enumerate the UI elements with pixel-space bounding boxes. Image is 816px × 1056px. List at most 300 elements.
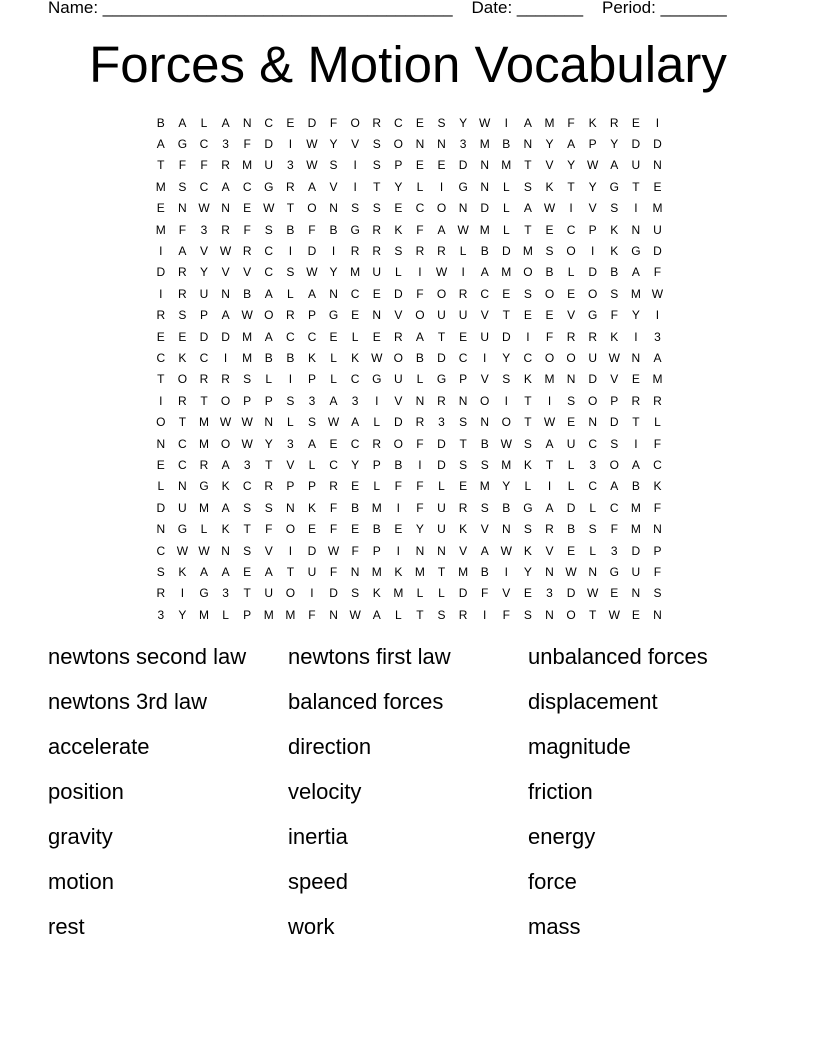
grid-letter[interactable]: A xyxy=(221,115,230,130)
grid-letter[interactable]: U xyxy=(437,522,446,537)
grid-letter[interactable]: R xyxy=(393,329,403,344)
grid-letter[interactable]: U xyxy=(653,222,662,237)
grid-letter[interactable]: A xyxy=(178,244,187,259)
grid-letter[interactable]: 3 xyxy=(610,543,618,558)
grid-letter[interactable]: T xyxy=(437,329,446,344)
grid-letter[interactable]: G xyxy=(609,179,619,194)
grid-letter[interactable]: M xyxy=(414,564,425,579)
grid-letter[interactable]: N xyxy=(415,393,425,408)
grid-letter[interactable]: I xyxy=(180,586,185,601)
grid-letter[interactable]: Y xyxy=(415,522,424,537)
grid-letter[interactable]: K xyxy=(394,222,403,237)
grid-letter[interactable]: E xyxy=(459,329,468,344)
grid-letter[interactable]: O xyxy=(480,393,490,408)
grid-letter[interactable]: S xyxy=(394,244,403,259)
grid-letter[interactable]: G xyxy=(436,372,447,387)
grid-letter[interactable]: O xyxy=(285,586,296,601)
grid-letter[interactable]: T xyxy=(157,372,165,387)
grid-letter[interactable]: S xyxy=(243,543,252,558)
grid-letter[interactable]: A xyxy=(156,137,165,152)
grid-letter[interactable]: O xyxy=(393,137,403,152)
grid-letter[interactable]: O xyxy=(566,244,576,259)
grid-letter[interactable]: C xyxy=(415,201,425,216)
grid-letter[interactable]: K xyxy=(372,586,381,601)
grid-letter[interactable]: M xyxy=(501,457,512,472)
grid-letter[interactable]: F xyxy=(308,222,316,237)
grid-letter[interactable]: L xyxy=(394,265,402,280)
grid-letter[interactable]: E xyxy=(351,522,360,537)
grid-letter[interactable]: S xyxy=(286,393,295,408)
grid-letter[interactable]: W xyxy=(306,137,318,152)
grid-letter[interactable]: T xyxy=(589,607,597,622)
grid-letter[interactable]: S xyxy=(523,436,532,451)
grid-letter[interactable]: T xyxy=(286,564,295,579)
grid-letter[interactable]: L xyxy=(654,415,661,430)
grid-letter[interactable]: P xyxy=(243,393,252,408)
grid-letter[interactable]: F xyxy=(610,308,618,323)
grid-letter[interactable]: L xyxy=(330,350,337,365)
grid-letter[interactable]: C xyxy=(156,543,166,558)
grid-letter[interactable]: I xyxy=(526,329,530,344)
grid-letter[interactable]: W xyxy=(543,415,556,430)
grid-letter[interactable]: D xyxy=(437,457,446,472)
grid-letter[interactable]: O xyxy=(501,415,511,430)
grid-letter[interactable]: K xyxy=(523,372,532,387)
grid-letter[interactable]: M xyxy=(479,479,490,494)
grid-letter[interactable]: N xyxy=(458,201,468,216)
grid-letter[interactable]: W xyxy=(479,115,491,130)
grid-letter[interactable]: D xyxy=(501,329,511,344)
grid-letter[interactable]: U xyxy=(264,586,274,601)
grid-letter[interactable]: N xyxy=(156,522,166,537)
grid-letter[interactable]: B xyxy=(545,265,554,280)
grid-letter[interactable]: 3 xyxy=(546,586,553,601)
grid-letter[interactable]: A xyxy=(567,137,576,152)
grid-letter[interactable]: O xyxy=(544,286,555,301)
grid-letter[interactable]: C xyxy=(458,350,468,365)
grid-letter[interactable]: D xyxy=(609,415,619,430)
grid-letter[interactable]: S xyxy=(567,393,576,408)
grid-letter[interactable]: F xyxy=(545,329,554,344)
grid-letter[interactable]: 3 xyxy=(243,457,251,472)
grid-letter[interactable]: 3 xyxy=(287,158,294,173)
grid-letter[interactable]: I xyxy=(504,115,508,130)
grid-letter[interactable]: S xyxy=(178,308,187,323)
grid-letter[interactable]: A xyxy=(221,564,230,579)
grid-letter[interactable]: O xyxy=(609,457,619,472)
grid-letter[interactable]: I xyxy=(159,244,163,259)
grid-letter[interactable]: B xyxy=(372,522,381,537)
grid-letter[interactable]: N xyxy=(221,286,230,301)
grid-letter[interactable]: V xyxy=(243,265,252,280)
grid-letter[interactable]: B xyxy=(567,522,576,537)
grid-letter[interactable]: L xyxy=(200,115,208,130)
grid-letter[interactable]: E xyxy=(329,436,338,451)
grid-letter[interactable]: I xyxy=(288,372,293,387)
grid-letter[interactable]: A xyxy=(653,350,662,365)
grid-letter[interactable]: D xyxy=(307,115,317,130)
grid-letter[interactable]: N xyxy=(286,500,295,515)
grid-letter[interactable]: U xyxy=(631,158,641,173)
grid-letter[interactable]: W xyxy=(219,415,232,430)
grid-letter[interactable]: R xyxy=(156,308,166,323)
grid-letter[interactable]: F xyxy=(243,222,251,237)
grid-letter[interactable]: W xyxy=(457,222,469,237)
grid-letter[interactable]: D xyxy=(437,436,446,451)
grid-letter[interactable]: T xyxy=(545,457,554,472)
grid-letter[interactable]: R xyxy=(264,479,274,494)
grid-letter[interactable]: M xyxy=(242,158,253,173)
grid-letter[interactable]: M xyxy=(458,564,469,579)
grid-letter[interactable]: M xyxy=(393,586,404,601)
grid-letter[interactable]: S xyxy=(502,372,511,387)
grid-letter[interactable]: S xyxy=(178,179,187,194)
grid-letter[interactable]: A xyxy=(351,415,360,430)
grid-letter[interactable]: F xyxy=(610,522,618,537)
grid-letter[interactable]: K xyxy=(523,543,532,558)
grid-letter[interactable]: L xyxy=(222,607,229,622)
grid-letter[interactable]: W xyxy=(587,158,599,173)
grid-letter[interactable]: I xyxy=(483,350,487,365)
grid-letter[interactable]: N xyxy=(415,543,425,558)
grid-letter[interactable]: D xyxy=(264,137,274,152)
grid-letter[interactable]: R xyxy=(588,329,597,344)
grid-letter[interactable]: O xyxy=(415,308,425,323)
grid-letter[interactable]: P xyxy=(610,393,619,408)
grid-letter[interactable]: F xyxy=(567,115,575,130)
grid-letter[interactable]: W xyxy=(500,436,512,451)
grid-letter[interactable]: M xyxy=(155,179,166,194)
grid-letter[interactable]: C xyxy=(264,244,274,259)
grid-letter[interactable]: S xyxy=(437,115,446,130)
grid-letter[interactable]: R xyxy=(221,372,230,387)
grid-letter[interactable]: I xyxy=(504,564,508,579)
grid-letter[interactable]: V xyxy=(264,543,273,558)
grid-letter[interactable]: G xyxy=(631,244,641,259)
grid-letter[interactable]: L xyxy=(438,479,445,494)
grid-letter[interactable]: C xyxy=(350,286,360,301)
grid-letter[interactable]: D xyxy=(307,543,317,558)
grid-letter[interactable]: S xyxy=(286,265,295,280)
grid-letter[interactable]: 3 xyxy=(654,329,661,344)
grid-letter[interactable]: I xyxy=(504,393,508,408)
grid-letter[interactable]: I xyxy=(547,393,552,408)
grid-letter[interactable]: T xyxy=(567,179,575,194)
grid-letter[interactable]: E xyxy=(437,158,446,173)
grid-letter[interactable]: B xyxy=(243,286,252,301)
grid-letter[interactable]: W xyxy=(565,564,577,579)
grid-letter[interactable]: N xyxy=(545,607,554,622)
grid-letter[interactable]: W xyxy=(435,265,448,280)
grid-letter[interactable]: L xyxy=(287,286,294,301)
grid-letter[interactable]: A xyxy=(264,286,273,301)
grid-letter[interactable]: G xyxy=(177,137,188,152)
grid-letter[interactable]: W xyxy=(241,415,253,430)
grid-letter[interactable]: 3 xyxy=(222,137,229,152)
grid-letter[interactable]: R xyxy=(458,500,468,515)
grid-letter[interactable]: L xyxy=(416,586,424,601)
grid-letter[interactable]: K xyxy=(221,522,230,537)
grid-letter[interactable]: S xyxy=(351,586,360,601)
grid-letter[interactable]: T xyxy=(524,222,532,237)
grid-letter[interactable]: F xyxy=(308,607,316,622)
grid-letter[interactable]: F xyxy=(243,137,251,152)
grid-letter[interactable]: M xyxy=(242,329,253,344)
grid-letter[interactable]: R xyxy=(653,393,662,408)
grid-letter[interactable]: N xyxy=(653,607,662,622)
grid-letter[interactable]: N xyxy=(329,286,338,301)
grid-letter[interactable]: E xyxy=(631,115,640,130)
grid-letter[interactable]: B xyxy=(264,350,273,365)
grid-letter[interactable]: U xyxy=(264,158,274,173)
grid-letter[interactable]: C xyxy=(286,329,295,344)
grid-letter[interactable]: I xyxy=(159,286,163,301)
grid-letter[interactable]: L xyxy=(373,479,381,494)
grid-letter[interactable]: I xyxy=(439,179,444,194)
grid-letter[interactable]: R xyxy=(242,244,252,259)
grid-letter[interactable]: F xyxy=(329,500,338,515)
grid-letter[interactable]: V xyxy=(480,522,489,537)
grid-letter[interactable]: 3 xyxy=(308,393,316,408)
grid-letter[interactable]: I xyxy=(375,393,379,408)
grid-letter[interactable]: L xyxy=(438,586,445,601)
grid-letter[interactable]: K xyxy=(610,222,619,237)
grid-letter[interactable]: P xyxy=(307,308,316,323)
grid-letter[interactable]: D xyxy=(199,329,209,344)
grid-letter[interactable]: N xyxy=(437,137,446,152)
grid-letter[interactable]: F xyxy=(265,522,273,537)
grid-letter[interactable]: A xyxy=(415,329,424,344)
grid-letter[interactable]: A xyxy=(307,179,316,194)
grid-letter[interactable]: V xyxy=(480,372,489,387)
grid-letter[interactable]: D xyxy=(393,286,403,301)
grid-letter[interactable]: I xyxy=(331,244,336,259)
grid-letter[interactable]: N xyxy=(653,158,662,173)
grid-letter[interactable]: Y xyxy=(502,479,511,494)
grid-letter[interactable]: E xyxy=(567,543,576,558)
grid-letter[interactable]: O xyxy=(285,522,296,537)
grid-letter[interactable]: G xyxy=(458,179,468,194)
grid-letter[interactable]: C xyxy=(588,479,597,494)
grid-letter[interactable]: U xyxy=(631,564,641,579)
grid-letter[interactable]: Y xyxy=(545,137,554,152)
grid-letter[interactable]: N xyxy=(631,586,641,601)
grid-letter[interactable]: M xyxy=(630,522,641,537)
grid-letter[interactable]: R xyxy=(437,393,446,408)
grid-letter[interactable]: W xyxy=(500,543,512,558)
grid-letter[interactable]: E xyxy=(415,158,424,173)
grid-letter[interactable]: N xyxy=(588,415,597,430)
grid-letter[interactable]: R xyxy=(631,393,641,408)
grid-letter[interactable]: D xyxy=(631,543,641,558)
grid-letter[interactable]: M xyxy=(501,158,512,173)
grid-letter[interactable]: T xyxy=(178,415,187,430)
grid-letter[interactable]: L xyxy=(589,543,597,558)
grid-letter[interactable]: S xyxy=(156,564,165,579)
grid-letter[interactable]: W xyxy=(371,350,383,365)
grid-letter[interactable]: S xyxy=(480,500,489,515)
grid-letter[interactable]: D xyxy=(329,586,338,601)
grid-letter[interactable]: A xyxy=(480,265,489,280)
grid-letter[interactable]: E xyxy=(567,286,576,301)
grid-letter[interactable]: F xyxy=(653,564,662,579)
grid-letter[interactable]: O xyxy=(156,415,166,430)
grid-letter[interactable]: A xyxy=(264,329,273,344)
grid-letter[interactable]: N xyxy=(631,350,641,365)
grid-letter[interactable]: N xyxy=(501,522,511,537)
grid-letter[interactable]: U xyxy=(199,286,209,301)
grid-letter[interactable]: M xyxy=(652,372,663,387)
grid-letter[interactable]: T xyxy=(286,201,295,216)
grid-letter[interactable]: A xyxy=(264,564,273,579)
grid-letter[interactable]: O xyxy=(350,115,360,130)
grid-letter[interactable]: C xyxy=(329,457,338,472)
grid-letter[interactable]: S xyxy=(243,372,252,387)
grid-letter[interactable]: 3 xyxy=(438,415,445,430)
grid-letter[interactable]: K xyxy=(221,479,230,494)
grid-letter[interactable]: A xyxy=(329,393,338,408)
grid-letter[interactable]: E xyxy=(394,201,403,216)
grid-letter[interactable]: Y xyxy=(199,265,208,280)
grid-letter[interactable]: R xyxy=(178,393,187,408)
grid-letter[interactable]: O xyxy=(436,201,447,216)
grid-letter[interactable]: T xyxy=(243,522,251,537)
grid-letter[interactable]: I xyxy=(288,244,293,259)
grid-letter[interactable]: A xyxy=(480,543,489,558)
grid-letter[interactable]: D xyxy=(156,500,166,515)
grid-letter[interactable]: B xyxy=(502,137,511,152)
grid-letter[interactable]: Y xyxy=(502,350,511,365)
grid-letter[interactable]: F xyxy=(416,286,424,301)
grid-letter[interactable]: D xyxy=(458,158,468,173)
grid-letter[interactable]: N xyxy=(372,308,382,323)
grid-letter[interactable]: M xyxy=(630,286,641,301)
grid-letter[interactable]: V xyxy=(221,265,230,280)
grid-letter[interactable]: V xyxy=(480,308,489,323)
grid-letter[interactable]: D xyxy=(631,137,641,152)
grid-letter[interactable]: B xyxy=(415,350,424,365)
grid-letter[interactable]: N xyxy=(329,607,338,622)
grid-letter[interactable]: L xyxy=(373,415,381,430)
grid-letter[interactable]: F xyxy=(416,222,424,237)
grid-letter[interactable]: D xyxy=(221,329,230,344)
grid-letter[interactable]: R xyxy=(329,479,338,494)
grid-letter[interactable]: E xyxy=(156,329,165,344)
grid-letter[interactable]: M xyxy=(285,607,296,622)
grid-letter[interactable]: B xyxy=(631,479,640,494)
grid-letter[interactable]: T xyxy=(373,179,381,194)
grid-letter[interactable]: N xyxy=(566,372,576,387)
grid-letter[interactable]: 3 xyxy=(222,586,229,601)
grid-letter[interactable]: E xyxy=(545,222,554,237)
grid-letter[interactable]: S xyxy=(351,201,360,216)
grid-letter[interactable]: S xyxy=(372,158,381,173)
grid-letter[interactable]: L xyxy=(524,479,532,494)
grid-letter[interactable]: C xyxy=(393,115,403,130)
grid-letter[interactable]: N xyxy=(264,415,274,430)
grid-letter[interactable]: L xyxy=(157,479,165,494)
grid-letter[interactable]: K xyxy=(545,179,554,194)
grid-letter[interactable]: E xyxy=(523,586,532,601)
grid-letter[interactable]: G xyxy=(199,479,209,494)
grid-letter[interactable]: O xyxy=(436,286,447,301)
grid-letter[interactable]: E xyxy=(351,479,360,494)
grid-letter[interactable]: I xyxy=(418,457,422,472)
grid-letter[interactable]: M xyxy=(371,500,382,515)
grid-letter[interactable]: F xyxy=(178,158,187,173)
grid-letter[interactable]: I xyxy=(547,479,552,494)
grid-letter[interactable]: V xyxy=(502,586,511,601)
grid-letter[interactable]: F xyxy=(502,607,510,622)
grid-letter[interactable]: I xyxy=(655,115,660,130)
grid-letter[interactable]: F xyxy=(416,500,424,515)
grid-letter[interactable]: V xyxy=(567,308,576,323)
grid-letter[interactable]: L xyxy=(416,179,424,194)
grid-letter[interactable]: E xyxy=(372,286,381,301)
grid-letter[interactable]: P xyxy=(394,158,403,173)
grid-letter[interactable]: I xyxy=(418,265,422,280)
grid-letter[interactable]: T xyxy=(157,158,165,173)
grid-letter[interactable]: M xyxy=(479,222,490,237)
grid-letter[interactable]: Y xyxy=(631,308,640,323)
grid-letter[interactable]: I xyxy=(634,201,638,216)
grid-letter[interactable]: K xyxy=(459,522,468,537)
grid-letter[interactable]: W xyxy=(349,607,361,622)
grid-letter[interactable]: R xyxy=(372,436,382,451)
grid-letter[interactable]: D xyxy=(156,265,166,280)
grid-letter[interactable]: N xyxy=(653,522,662,537)
grid-letter[interactable]: M xyxy=(501,265,512,280)
grid-letter[interactable]: V xyxy=(588,201,597,216)
period-blank[interactable]: _______ xyxy=(660,0,727,17)
grid-letter[interactable]: C xyxy=(609,500,619,515)
grid-letter[interactable]: N xyxy=(415,137,425,152)
grid-letter[interactable]: N xyxy=(545,564,554,579)
grid-letter[interactable]: W xyxy=(198,201,210,216)
grid-letter[interactable]: A xyxy=(545,436,554,451)
grid-letter[interactable]: R xyxy=(458,607,468,622)
grid-letter[interactable]: I xyxy=(591,244,595,259)
grid-letter[interactable]: C xyxy=(307,329,317,344)
grid-letter[interactable]: L xyxy=(308,457,316,472)
grid-letter[interactable]: R xyxy=(609,115,619,130)
grid-letter[interactable]: K xyxy=(588,115,597,130)
grid-letter[interactable]: L xyxy=(351,329,359,344)
grid-letter[interactable]: N xyxy=(242,115,252,130)
grid-letter[interactable]: S xyxy=(264,500,273,515)
grid-letter[interactable]: D xyxy=(653,244,662,259)
grid-letter[interactable]: G xyxy=(177,522,188,537)
grid-letter[interactable]: T xyxy=(524,415,532,430)
grid-letter[interactable]: K xyxy=(523,457,532,472)
grid-letter[interactable]: L xyxy=(589,500,597,515)
grid-letter[interactable]: T xyxy=(459,436,467,451)
grid-letter[interactable]: S xyxy=(480,457,489,472)
grid-letter[interactable]: R xyxy=(415,415,425,430)
grid-letter[interactable]: F xyxy=(329,564,338,579)
grid-letter[interactable]: E xyxy=(567,415,576,430)
grid-letter[interactable]: M xyxy=(198,415,209,430)
grid-letter[interactable]: D xyxy=(393,415,403,430)
grid-letter[interactable]: I xyxy=(310,586,314,601)
grid-letter[interactable]: T xyxy=(416,607,424,622)
grid-letter[interactable]: U xyxy=(178,500,187,515)
grid-letter[interactable]: I xyxy=(288,543,293,558)
grid-letter[interactable]: L xyxy=(394,607,402,622)
grid-letter[interactable]: L xyxy=(567,457,575,472)
date-blank[interactable]: _______ xyxy=(516,0,584,17)
grid-letter[interactable]: P xyxy=(286,479,295,494)
